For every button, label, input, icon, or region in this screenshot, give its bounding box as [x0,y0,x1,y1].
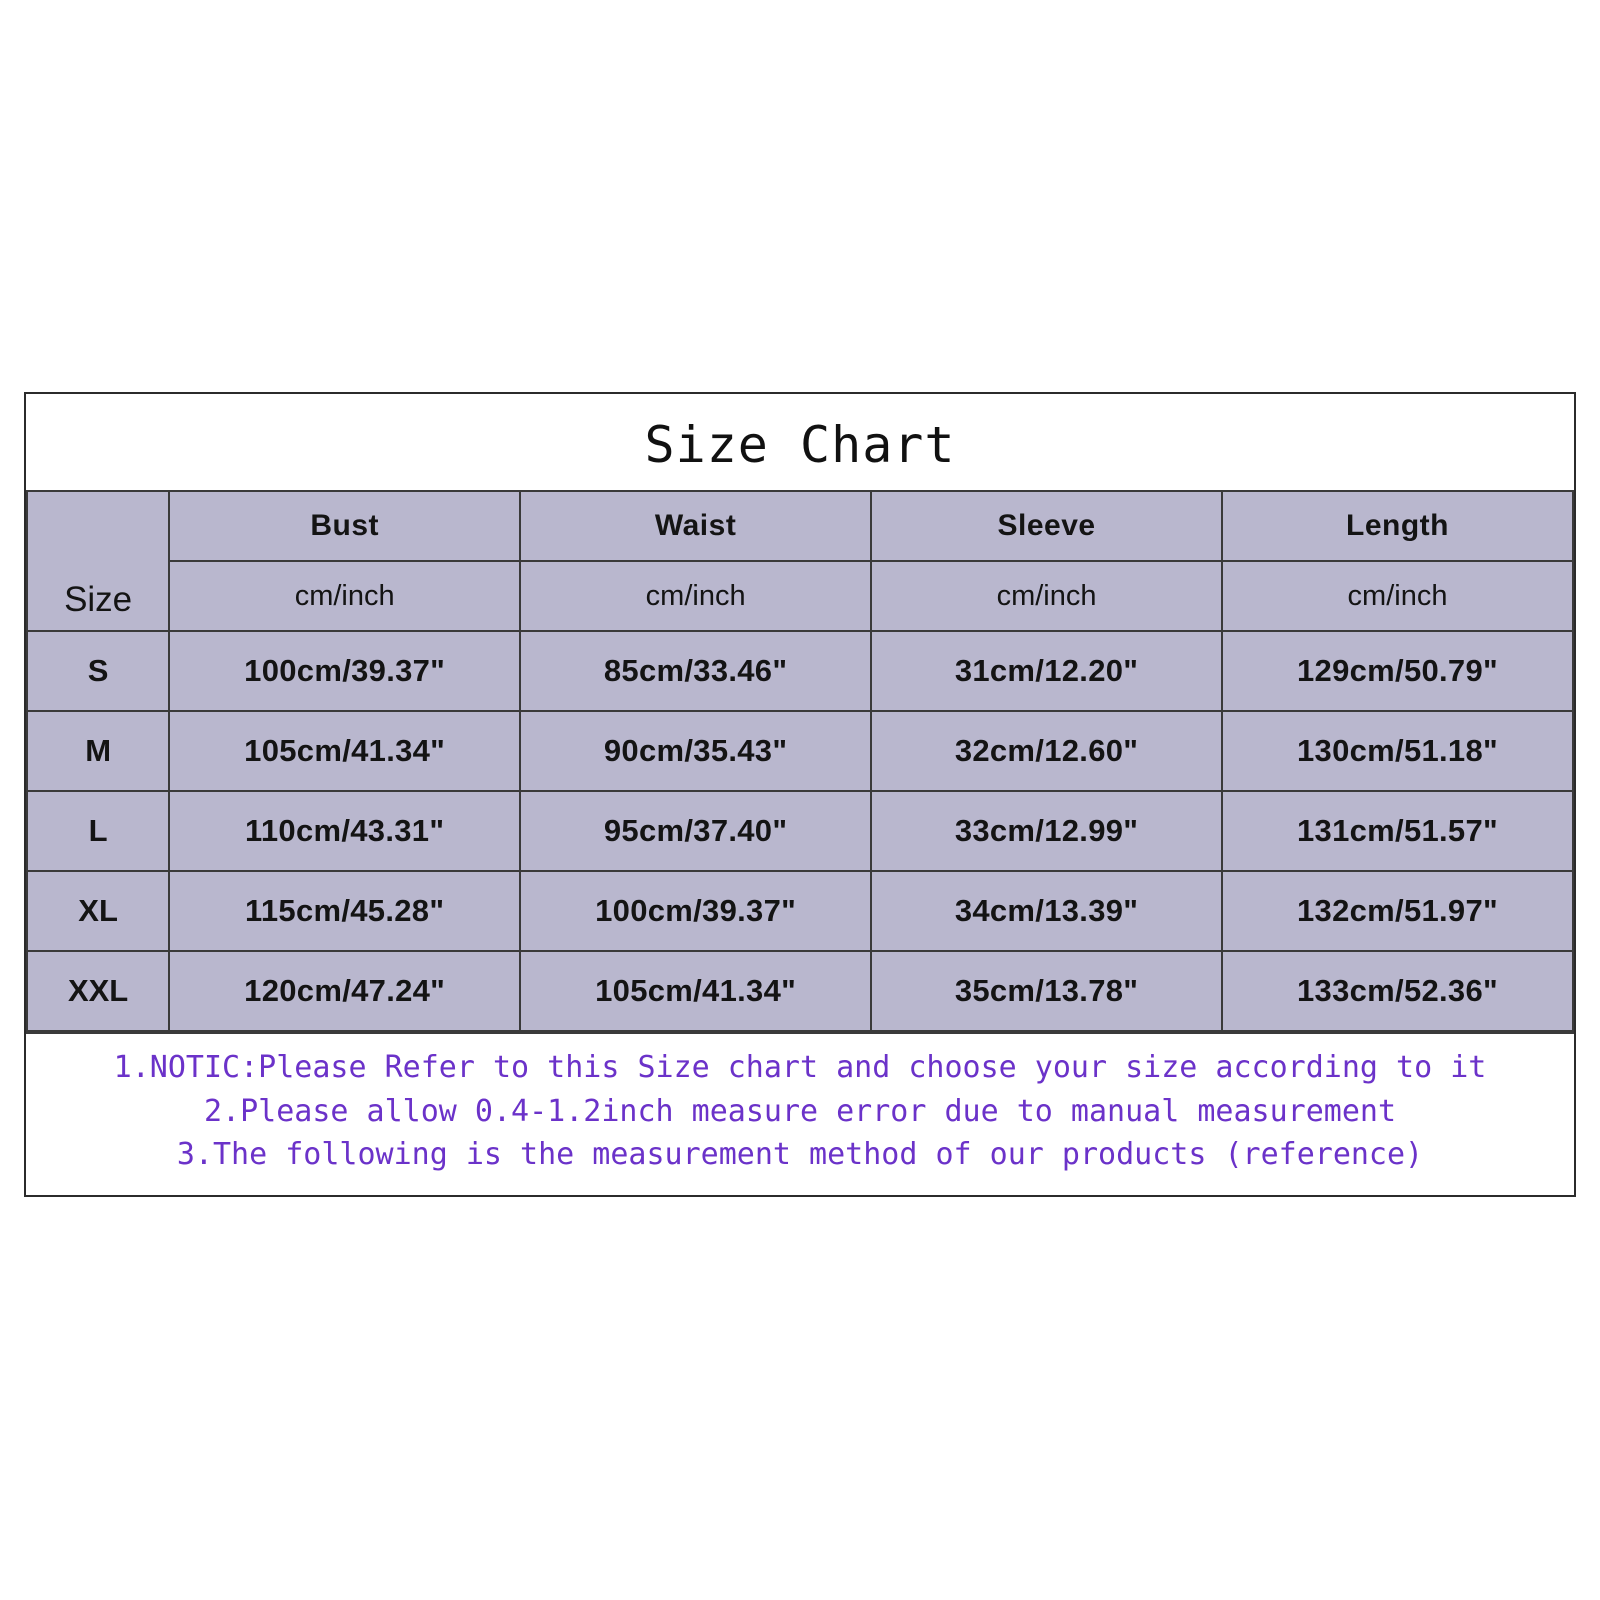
chart-notes [26,1032,1574,1195]
cell-s-sleeve: 31cm/12.20" [871,631,1222,711]
note-line-2: 2.Please allow 0.4-1.2inch measure error due to manual measurement [203,1093,1397,1129]
cell-xxl-waist: 105cm/41.34" [520,951,871,1031]
header-length: Length [1222,491,1573,561]
table-row [27,791,1573,871]
cell-xxl-bust: 120cm/47.24" [169,951,520,1031]
cell-xl-waist: 100cm/39.37" [520,871,871,951]
table-unit-row [27,561,1573,631]
note-line-1: 1.NOTIC:Please Refer to this Size chart and choose your size according to it [113,1050,1487,1085]
cell-xl-length: 132cm/51.97" [1222,871,1573,951]
note-line-3: 3.The following is the measurement method of our products (reference) [176,1137,1424,1172]
table-row [27,631,1573,711]
unit-length: cm/inch [1222,561,1573,631]
cell-m-bust: 105cm/41.34" [169,711,520,791]
row-label-m: M [27,711,169,791]
header-sleeve: Sleeve [871,491,1222,561]
cell-s-bust: 100cm/39.37" [169,631,520,711]
cell-l-bust: 110cm/43.31" [169,791,520,871]
table-header-row [27,491,1573,561]
cell-m-sleeve: 32cm/12.60" [871,711,1222,791]
cell-s-length: 129cm/50.79" [1222,631,1573,711]
cell-l-sleeve: 33cm/12.99" [871,791,1222,871]
header-waist: Waist [520,491,871,561]
unit-waist: cm/inch [520,561,871,631]
row-label-s: S [27,631,169,711]
table-row [27,951,1573,1031]
size-chart-table [26,490,1574,1032]
cell-l-waist: 95cm/37.40" [520,791,871,871]
cell-xl-sleeve: 34cm/13.39" [871,871,1222,951]
row-label-l: L [27,791,169,871]
page-title: Size Chart [26,394,1574,490]
cell-xl-bust: 115cm/45.28" [169,871,520,951]
unit-bust: cm/inch [169,561,520,631]
header-size-label: Size [27,491,169,631]
table-row [27,871,1573,951]
cell-l-length: 131cm/51.57" [1222,791,1573,871]
size-chart-container [24,392,1576,1197]
cell-xxl-length: 133cm/52.36" [1222,951,1573,1031]
row-label-xl: XL [27,871,169,951]
cell-xxl-sleeve: 35cm/13.78" [871,951,1222,1031]
cell-m-length: 130cm/51.18" [1222,711,1573,791]
table-row [27,711,1573,791]
cell-s-waist: 85cm/33.46" [520,631,871,711]
header-bust: Bust [169,491,520,561]
unit-sleeve: cm/inch [871,561,1222,631]
cell-m-waist: 90cm/35.43" [520,711,871,791]
row-label-xxl: XXL [27,951,169,1031]
